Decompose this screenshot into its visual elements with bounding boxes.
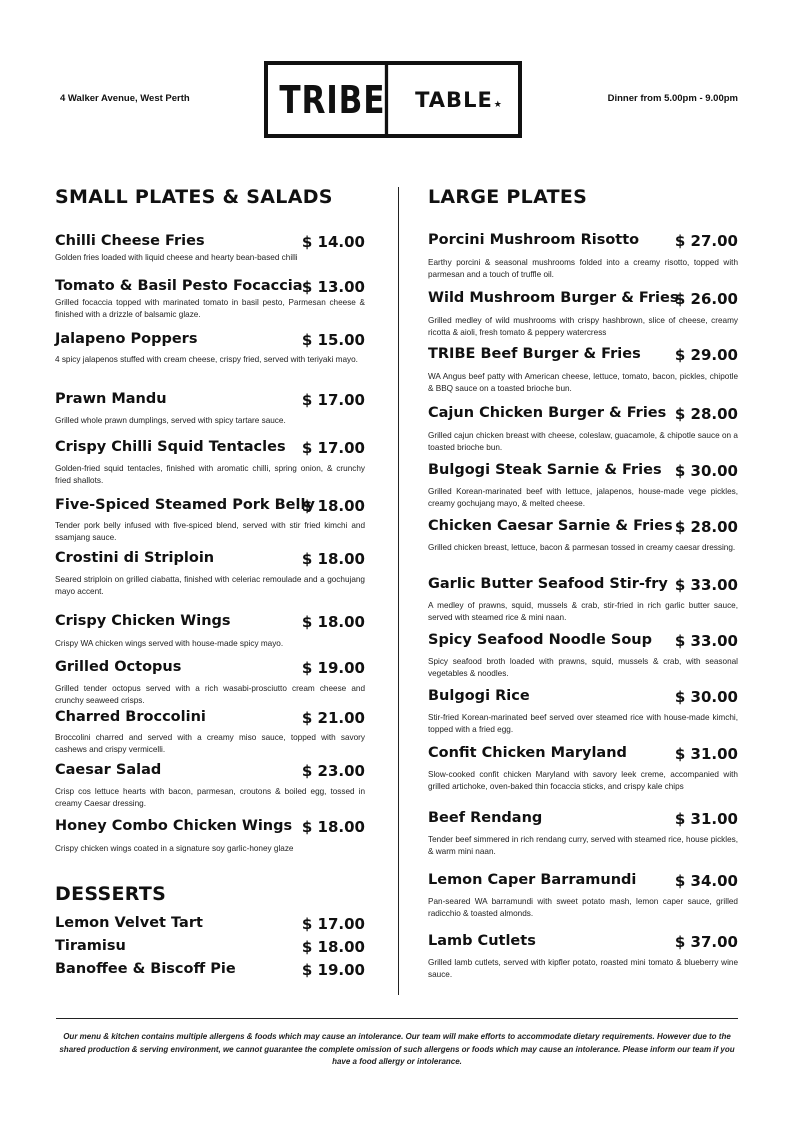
column-divider xyxy=(398,187,399,995)
item-description: WA Angus beef patty with American cheese, lettuce, tomato, bacon, pickles, chipotle & BBQ sauce on a toasted brioche bun. xyxy=(428,372,738,393)
item-price: $ 18.00 xyxy=(301,818,365,836)
item-price: $ 26.00 xyxy=(674,290,738,308)
item-price: $ 33.00 xyxy=(674,576,738,594)
item-description: Golden-fried squid tentacles, finished with aromatic chilli, spring onion, & crunchy fried shallots. xyxy=(55,464,365,485)
item-price: $ 18.00 xyxy=(301,550,365,568)
item-price: $ 27.00 xyxy=(674,232,738,250)
item-price: $ 31.00 xyxy=(674,810,738,828)
item-name: Crispy Chicken Wings xyxy=(55,613,231,629)
dinner-hours: Dinner from 5.00pm - 9.00pm xyxy=(607,93,738,104)
item-price: $ 23.00 xyxy=(301,762,365,780)
item-description: Slow-cooked confit chicken Maryland with savory leek creme, accompanied with grilled artichoke, oven-baked thin focaccia sticks, and crispy kale chips xyxy=(428,770,738,791)
footer-divider xyxy=(56,1018,738,1019)
item-name: Lemon Caper Barramundi xyxy=(428,872,637,888)
item-description: Stir-fried Korean-marinated beef served over steamed rice with house-made kimchi, topped with a fried egg. xyxy=(428,713,738,734)
allergen-disclaimer: Our menu & kitchen contains multiple allergens & foods which may cause an intolerance. Our team will make efforts to accommodate dietary requirements. However due to the shared production & serving environment, we cannot guarantee the complete omission of such allergens or foods which may cause an intolerance. Please inform our team if you have a food allergy or intolerance. xyxy=(59,1032,735,1066)
item-name: Porcini Mushroom Risotto xyxy=(428,232,640,248)
star-icon: ★ xyxy=(493,99,503,110)
tribe-table-logo xyxy=(264,61,522,138)
item-description: Pan-seared WA barramundi with sweet potato mash, lemon caper sauce, grilled radicchio & toasted almonds. xyxy=(428,897,738,918)
item-description: Spicy seafood broth loaded with prawns, squid, mussels & crab, with seasonal vegetables & noodles. xyxy=(428,657,738,678)
item-name: Honey Combo Chicken Wings xyxy=(55,818,293,834)
item-price: $ 30.00 xyxy=(674,462,738,480)
item-description: Golden fries loaded with liquid cheese and hearty bean-based chilli xyxy=(55,253,298,262)
item-price: $ 14.00 xyxy=(301,233,365,251)
item-description: Crispy chicken wings coated in a signature soy garlic-honey glaze xyxy=(55,844,294,853)
item-price: $ 28.00 xyxy=(674,518,738,536)
item-name: Jalapeno Poppers xyxy=(55,331,198,347)
item-price: $ 13.00 xyxy=(301,278,365,296)
item-description: Grilled Korean-marinated beef with lettuce, jalapenos, house-made vege pickles, creamy gochujang mayo, & melted cheese. xyxy=(428,487,738,508)
item-name: Banoffee & Biscoff Pie xyxy=(55,961,236,977)
logo-table-text: TABLE xyxy=(415,87,493,112)
item-name: Charred Broccolini xyxy=(55,709,206,725)
item-name: Beef Rendang xyxy=(428,810,543,826)
item-name: Cajun Chicken Burger & Fries xyxy=(428,405,667,421)
item-name: Garlic Butter Seafood Stir-fry xyxy=(428,576,668,592)
item-price: $ 18.00 xyxy=(301,938,365,956)
item-price: $ 17.00 xyxy=(301,915,365,933)
item-description: Seared striploin on grilled ciabatta, finished with celeriac remoulade and a gochujang mayo accent. xyxy=(55,575,365,596)
item-price: $ 15.00 xyxy=(301,331,365,349)
item-name: Chicken Caesar Sarnie & Fries xyxy=(428,518,673,534)
item-description: Grilled whole prawn dumplings, served with spicy tartare sauce. xyxy=(55,416,286,425)
item-description: Grilled chicken breast, lettuce, bacon & parmesan tossed in creamy caesar dressing. xyxy=(428,543,736,552)
small-plates-title: SMALL PLATES & SALADS xyxy=(55,186,333,208)
item-name: Crostini di Striploin xyxy=(55,550,215,566)
item-description: Broccolini charred and served with a creamy miso sauce, topped with savory cashews and crispy vermicelli. xyxy=(55,733,365,754)
item-name: Tiramisu xyxy=(55,938,126,954)
item-price: $ 17.00 xyxy=(301,391,365,409)
item-name: Tomato & Basil Pesto Focaccia xyxy=(55,278,303,294)
item-name: Prawn Mandu xyxy=(55,391,167,407)
item-name: Crispy Chilli Squid Tentacles xyxy=(55,439,286,455)
item-name: Five-Spiced Steamed Pork Belly xyxy=(55,497,315,513)
item-description: Crisp cos lettuce hearts with bacon, parmesan, croutons & boiled egg, tossed in creamy Caesar dressing. xyxy=(55,787,365,808)
item-description: Grilled lamb cutlets, served with kipfler potato, roasted mini tomato & blueberry wine sauce. xyxy=(428,958,738,979)
item-name: Spicy Seafood Noodle Soup xyxy=(428,632,653,648)
item-description: A medley of prawns, squid, mussels & crab, stir-fried in rich garlic butter sauce, served with steamed rice & mini naan. xyxy=(428,601,738,622)
item-description: Grilled medley of wild mushrooms with crispy hashbrown, slice of cheese, creamy ricotta & aioli, fresh tomato & peppery watercress xyxy=(428,316,738,337)
item-name: Bulgogi Steak Sarnie & Fries xyxy=(428,462,662,478)
item-price: $ 30.00 xyxy=(674,688,738,706)
item-description: Grilled tender octopus served with a rich wasabi-prosciutto cream cheese and crunchy seaweed crisps. xyxy=(55,684,365,705)
item-name: Lemon Velvet Tart xyxy=(55,915,203,931)
item-price: $ 28.00 xyxy=(674,405,738,423)
item-description: Grilled focaccia topped with marinated tomato in basil pesto, Parmesan cheese & finished with a drizzle of balsamic glaze. xyxy=(55,298,365,319)
item-name: Bulgogi Rice xyxy=(428,688,530,704)
item-price: $ 18.00 xyxy=(301,497,365,515)
item-name: Confit Chicken Maryland xyxy=(428,745,627,761)
item-price: $ 17.00 xyxy=(301,439,365,457)
item-name: TRIBE Beef Burger & Fries xyxy=(428,346,641,362)
item-description: Grilled cajun chicken breast with cheese, coleslaw, guacamole, & chipotle sauce on a toasted brioche bun. xyxy=(428,431,738,452)
item-price: $ 19.00 xyxy=(301,659,365,677)
item-description: Tender beef simmered in rich rendang curry, served with steamed rice, house pickles, & warm mini naan. xyxy=(428,835,738,856)
restaurant-address: 4 Walker Avenue, West Perth xyxy=(60,93,190,104)
item-name: Grilled Octopus xyxy=(55,659,182,675)
item-price: $ 29.00 xyxy=(674,346,738,364)
item-price: $ 34.00 xyxy=(674,872,738,890)
item-price: $ 31.00 xyxy=(674,745,738,763)
item-name: Chilli Cheese Fries xyxy=(55,233,205,249)
item-price: $ 21.00 xyxy=(301,709,365,727)
item-description: Crispy WA chicken wings served with house-made spicy mayo. xyxy=(55,639,284,648)
item-price: $ 33.00 xyxy=(674,632,738,650)
item-price: $ 37.00 xyxy=(674,933,738,951)
logo-tribe-text: TRIBE xyxy=(280,65,388,134)
item-name: Lamb Cutlets xyxy=(428,933,536,949)
item-description: Tender pork belly infused with five-spiced blend, served with stir fried kimchi and ssamjang sauce. xyxy=(55,521,365,542)
item-description: Earthy porcini & seasonal mushrooms folded into a creamy risotto, topped with parmesan and a touch of truffle oil. xyxy=(428,258,738,279)
item-description: 4 spicy jalapenos stuffed with cream cheese, crispy fried, served with teriyaki mayo. xyxy=(55,355,358,364)
item-price: $ 19.00 xyxy=(301,961,365,979)
desserts-title: DESSERTS xyxy=(55,883,167,905)
item-name: Caesar Salad xyxy=(55,762,162,778)
logo-table-block xyxy=(400,65,518,134)
item-name: Wild Mushroom Burger & Fries xyxy=(428,290,679,306)
large-plates-title: LARGE PLATES xyxy=(428,186,588,208)
item-price: $ 18.00 xyxy=(301,613,365,631)
